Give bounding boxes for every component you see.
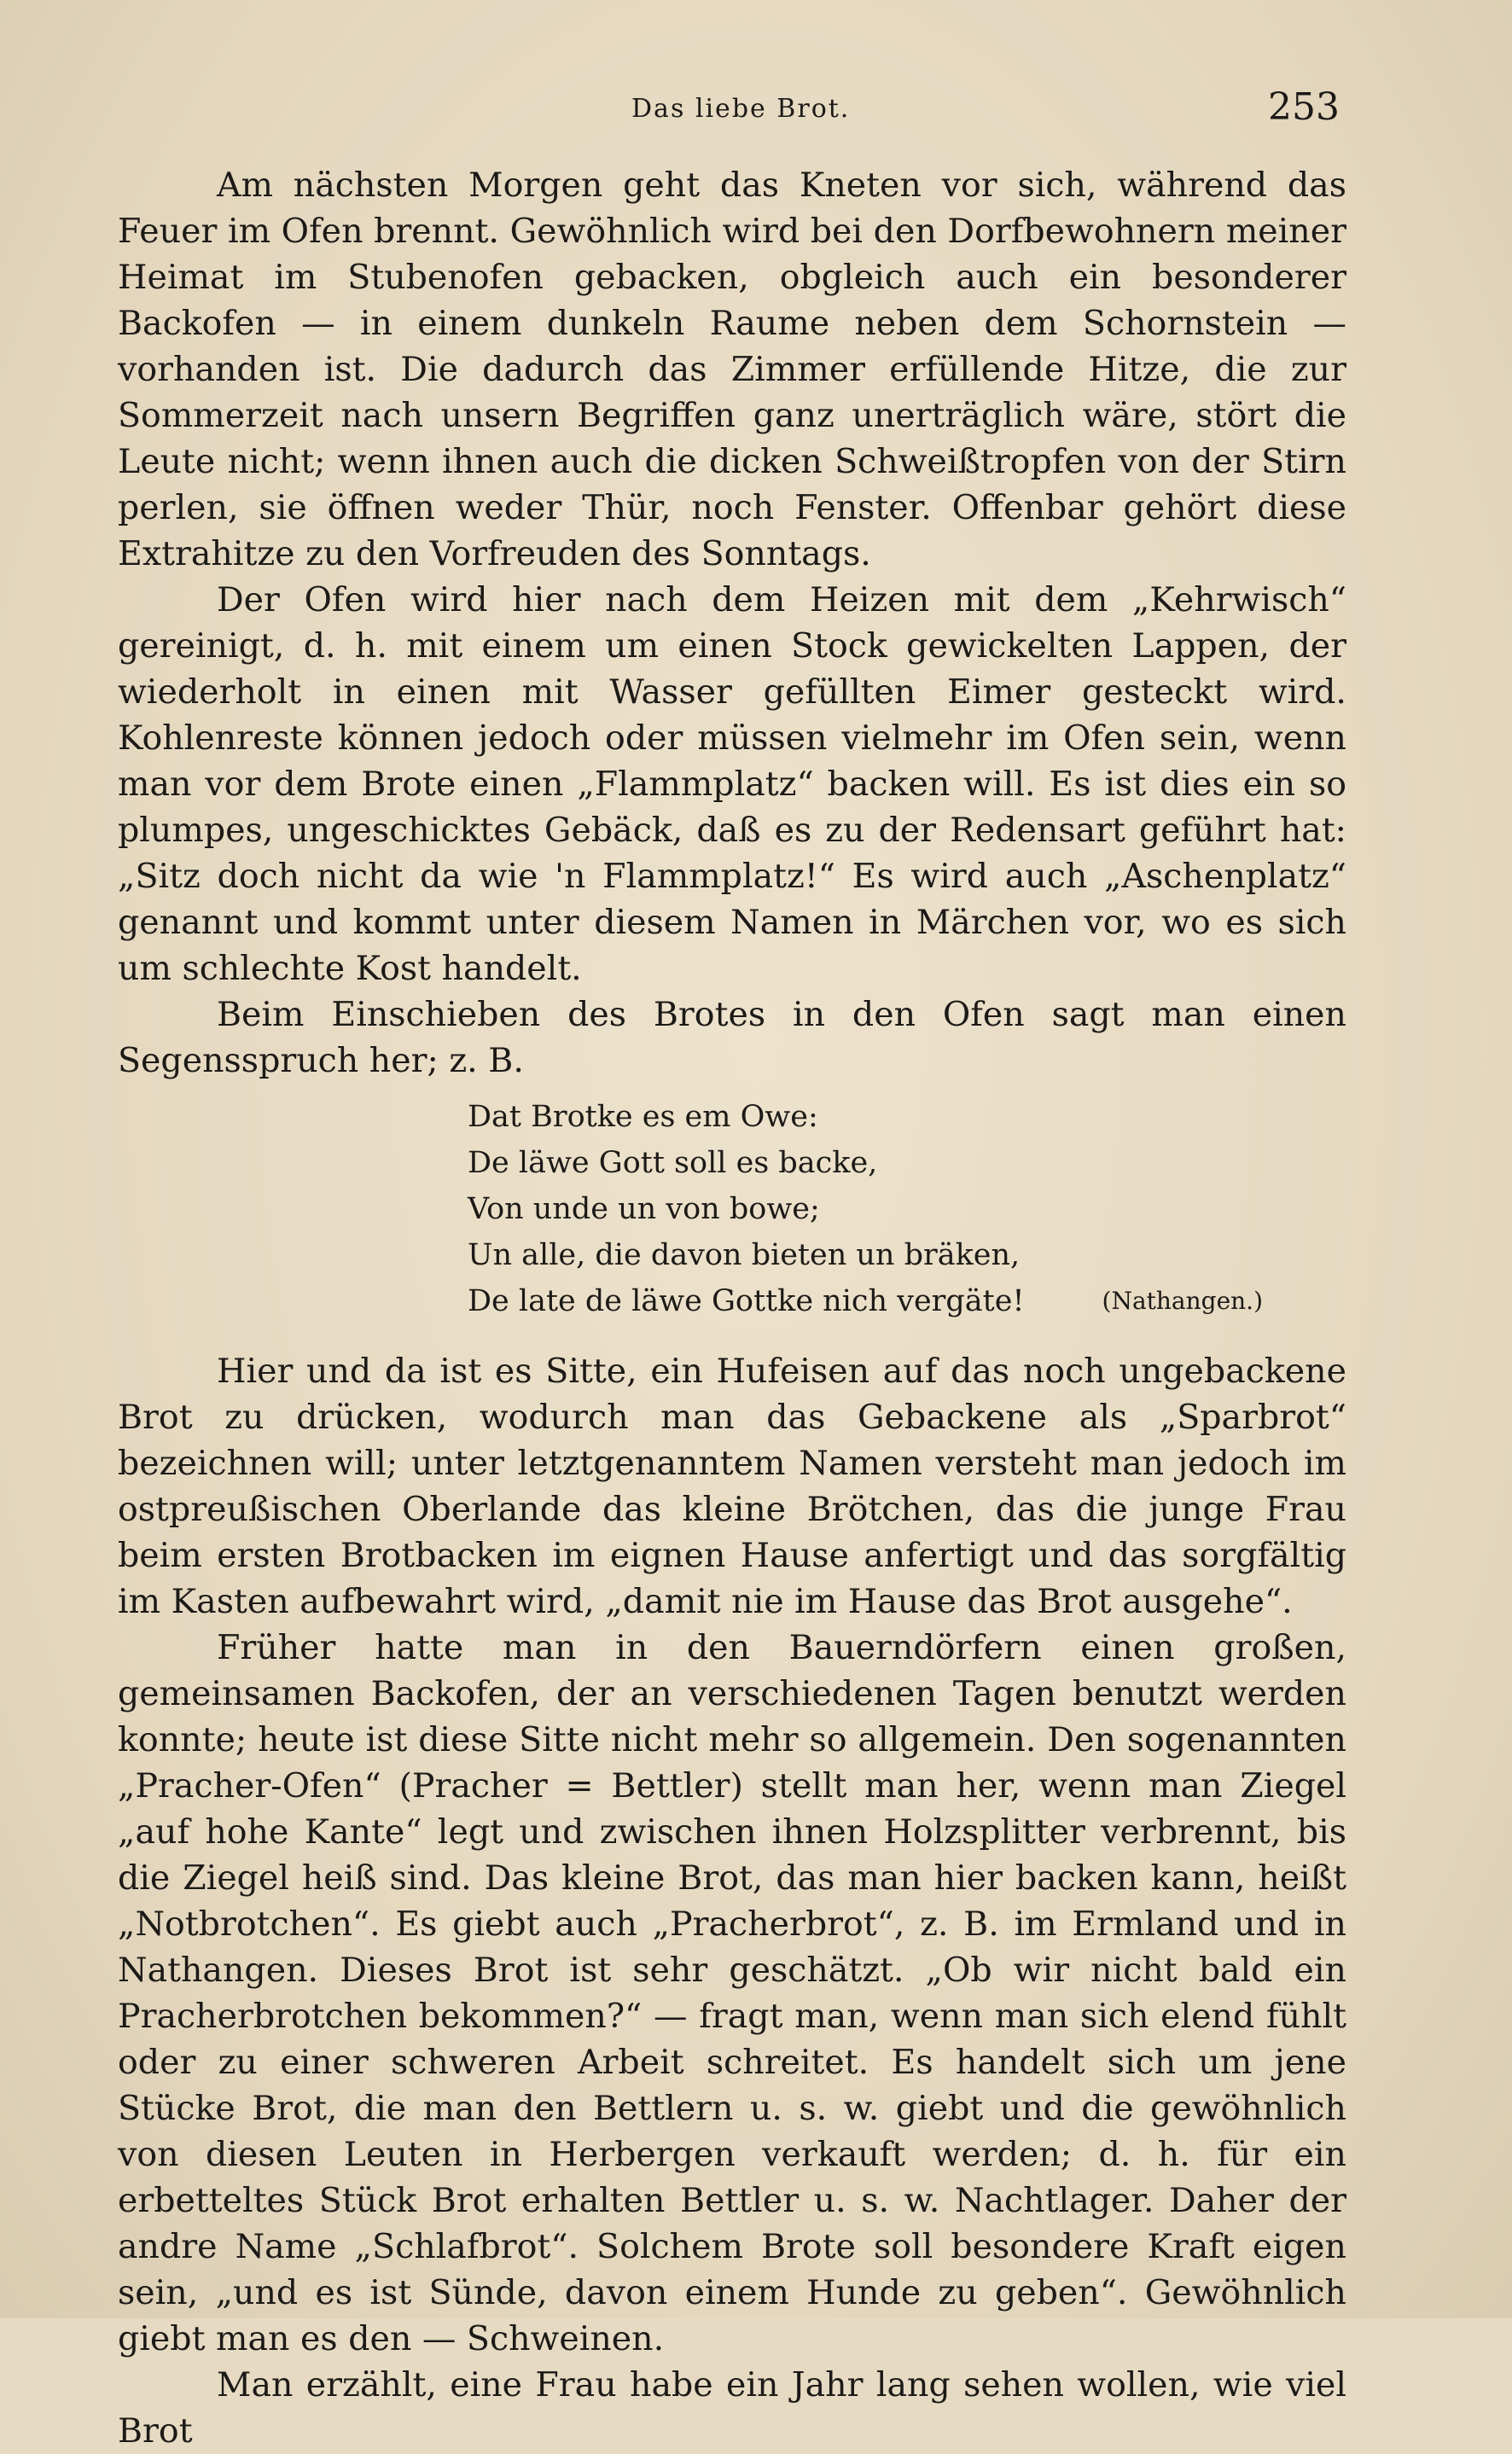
verse-source: (Nathangen.) bbox=[1102, 1287, 1263, 1315]
paragraph: Am nächsten Morgen geht das Kneten vor sich, während das Feuer im Ofen brennt. Gewöhnlich wird bei den Dorfbewohnern meiner Heimat im Stubenofen gebacken, obgleich auch ein besonderer Backofen — in einem dunkeln Raume neben dem Schornstein — vorhanden ist. Die dadurch das Zimmer erfüllende Hitze, die zur Sommerzeit nach unsern Begriffen ganz unerträglich wäre, stört die Leute nicht; wenn ihnen auch die dicken Schweißtropfen von der Stirn perlen, sie öffnen weder Thür, noch Fenster. Offenbar gehört diese Extrahitze zu den Vorfreuden des Sonntags. bbox=[118, 166, 1346, 573]
paragraph: Hier und da ist es Sitte, ein Hufeisen auf das noch ungebackene Brot zu drücken, wodurch man das Gebackene als „Sparbrot“ bezeichnen will; unter letztgenanntem Namen versteht man jedoch im ostpreußischen Oberlande das kleine Brötchen, das die junge Frau beim ersten Brotbacken im eignen Hause anfertigt und das sorgfältig im Kasten aufbewahrt wird, „damit nie im Hause das Brot ausgehe“. bbox=[118, 1352, 1346, 1621]
running-title: Das liebe Brot. bbox=[631, 94, 851, 124]
paragraph: Früher hatte man in den Bauerndörfern einen großen, gemeinsamen Backofen, der an verschiedenen Tagen benutzt werden konnte; heute ist diese Sitte nicht mehr so allgemein. Den sogenannten „Pracher-Ofen“ (Pracher = Bettler) stellt man her, wenn man Ziegel „auf hohe Kante“ legt und zwischen ihnen Holzsplitter verbrennt, bis die Ziegel heiß sind. Das kleine Brot, das man hier backen kann, heißt „Notbrotchen“. Es giebt auch „Pracherbrot“, z. B. im Ermland und in Nathangen. Dieses Brot ist sehr geschätzt. „Ob wir nicht bald ein Pracherbrotchen bekommen?“ — fragt man, wenn man sich elend fühlt oder zu einer schweren Arbeit schreitet. Es handelt sich um jene Stücke Brot, die man den Bettlern u. s. w. giebt und die gewöhnlich von diesen Leuten in Herbergen verkauft werden; d. h. für ein erbetteltes Stück Brot erhalten Bettler u. s. w. Nachtlager. Daher der andre Name „Schlafbrot“. Solchem Brote soll besondere Kraft eigen sein, „und es ist Sünde, davon einem Hunde zu geben“. Gewöhnlich giebt man es den — Schweinen. bbox=[118, 1628, 1346, 2358]
verse-line: Dat Brotke es em Owe: bbox=[468, 1100, 818, 1134]
verse-line: Von unde un von bowe; bbox=[468, 1192, 820, 1226]
paragraph: Beim Einschieben des Brotes in den Ofen sagt man einen Segensspruch her; z. B. bbox=[118, 995, 1346, 1080]
verse-line: Un alle, die davon bieten un bräken, bbox=[468, 1238, 1021, 1272]
verse-line: De läwe Gott soll es backe, bbox=[468, 1146, 878, 1180]
page-header bbox=[128, 85, 1340, 137]
paragraph: Man erzählt, eine Frau habe ein Jahr lang sehen wollen, wie viel Brot bbox=[118, 2365, 1346, 2451]
paragraph: Der Ofen wird hier nach dem Heizen mit dem „Kehrwisch“ gereinigt, d. h. mit einem um einen Stock gewickelten Lappen, der wiederholt in einen mit Wasser gefüllten Eimer gesteckt wird. Kohlenreste können jedoch oder müssen vielmehr im Ofen sein, wenn man vor dem Brote einen „Flammplatz“ backen will. Es ist dies ein so plumpes, ungeschicktes Gebäck, daß es zu der Redensart geführt hat: „Sitz doch nicht da wie 'n Flammplatz!“ Es wird auch „Aschenplatz“ genannt und kommt unter diesem Namen in Märchen vor, wo es sich um schlechte Kost handelt. bbox=[118, 580, 1346, 988]
verse-line: De late de läwe Gottke nich vergäte! bbox=[468, 1284, 1025, 1318]
page-number: 253 bbox=[1268, 85, 1340, 129]
page-body bbox=[118, 162, 1346, 2454]
verse-block bbox=[118, 1094, 1346, 1324]
